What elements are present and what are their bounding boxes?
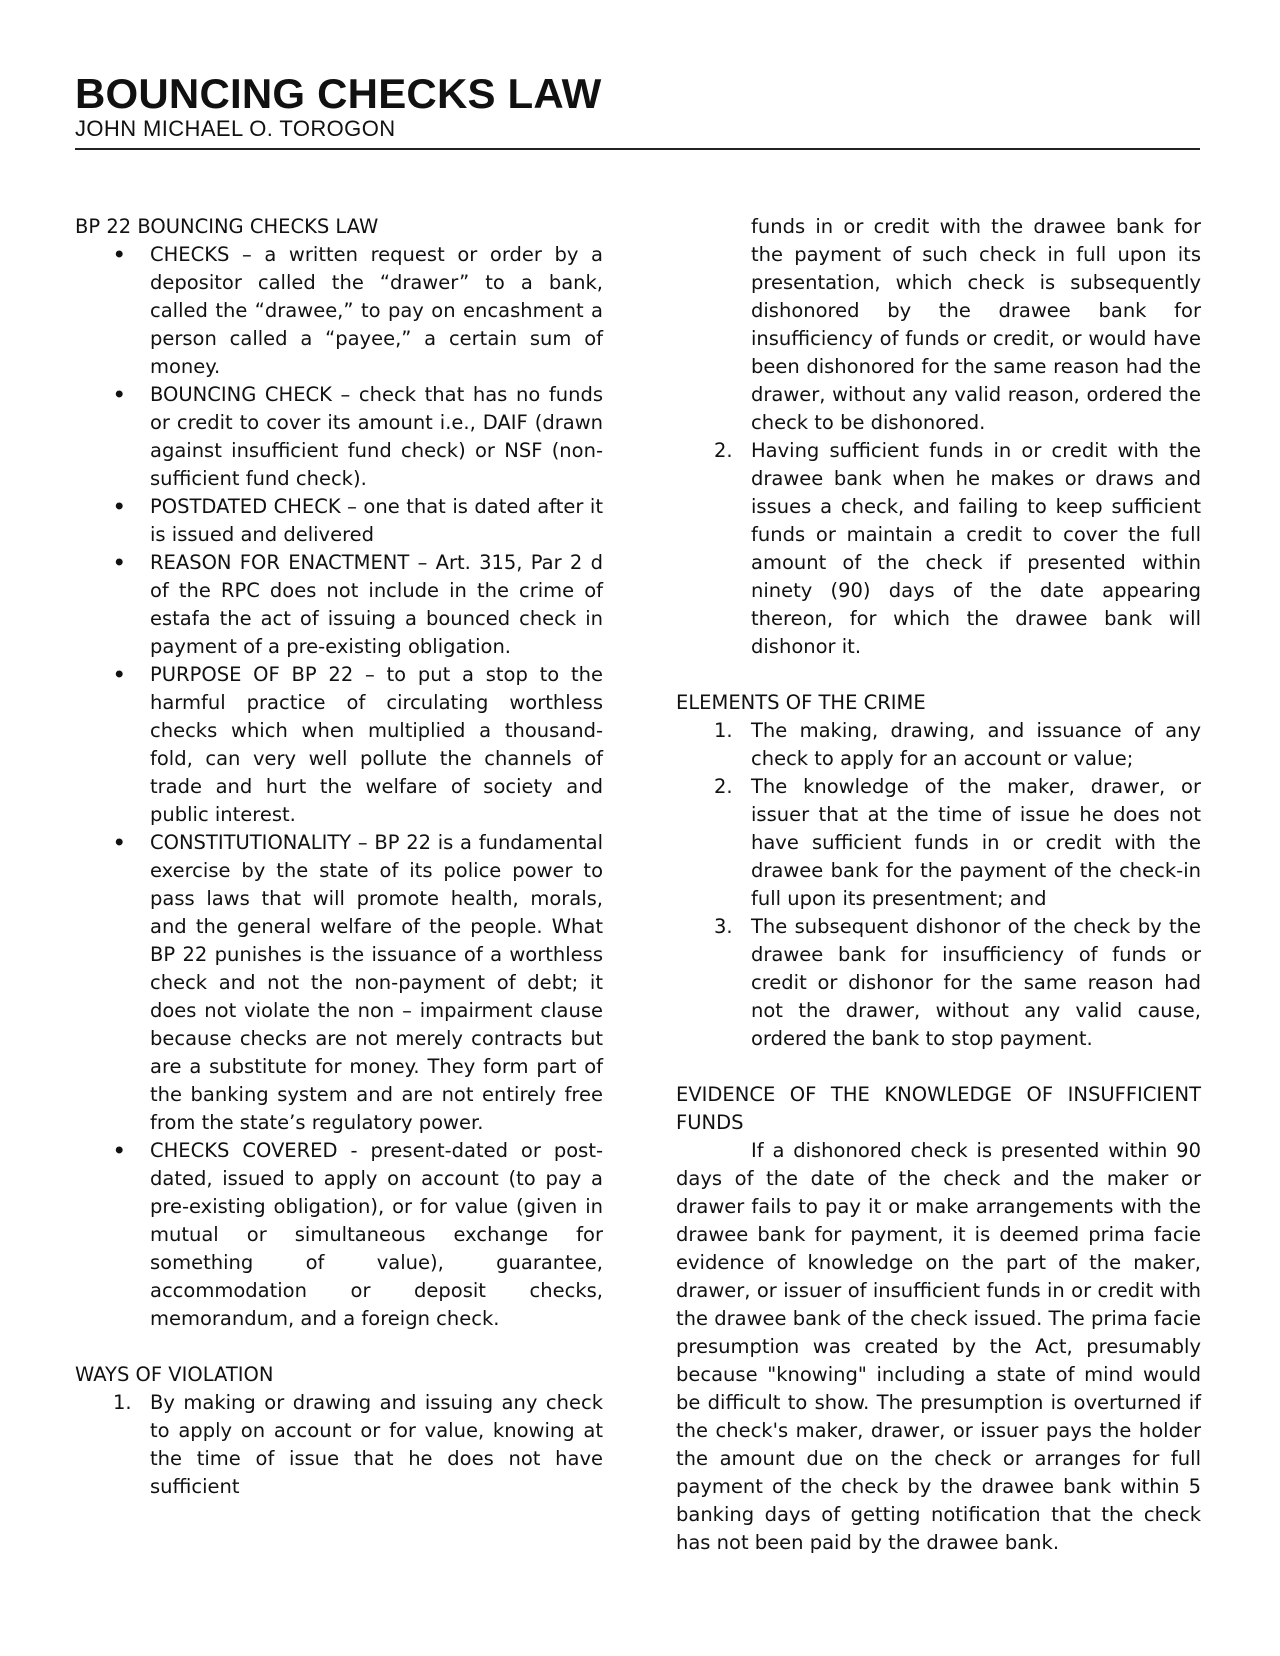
spacer (75, 1333, 603, 1361)
list-item-text: Having sufficient funds in or credit with the drawee bank when he makes or draws and issues a check, and failing to keep sufficient funds or maintain a credit to cover the full amount of the check if presented within ninety (90) days of the date appearing thereon, for which the drawee bank will dishonor it. (751, 439, 1201, 658)
document-header (75, 72, 1200, 150)
list-item-text: The knowledge of the maker, drawer, or issuer that at the time of issue he does not have sufficient funds in or credit with the drawee bank for the payment of the check-in full upon its presentment; and (751, 775, 1201, 910)
list-number: 3. (714, 915, 733, 938)
list-item (714, 913, 1201, 1053)
list-item-text: The subsequent dishonor of the check by the drawee bank for insufficiency of funds or credit or dishonor for the same reason had not the drawer, without any valid cause, ordered the bank to stop payment. (751, 915, 1201, 1050)
list-number: 1. (714, 719, 733, 742)
violation-list (75, 1389, 603, 1501)
evidence-paragraph: If a dishonored check is presented within 90 days of the date of the check and the maker or drawer fails to pay it or make arrangements with the drawee bank for payment, it is deemed prima facie evidence of knowledge on the part of the maker, drawer, or issuer of insufficient funds in or credit with the drawee bank of the check issued. The prima facie presumption was created by the Act, presumably because "knowing" including a state of mind would be difficult to show. The presumption is overturned if the check's maker, drawer, or issuer pays the holder the amount due on the check or arranges for full payment of the check by the drawee bank within 5 banking days of getting notification that the check has not been paid by the drawee bank. (676, 1139, 1201, 1554)
list-item (714, 717, 1201, 773)
list-item: • REASON FOR ENACTMENT – Art. 315, Par 2 d of the RPC does not include in the crime of estafa the act of issuing a bounced check in payment of a pre-existing obligation. (150, 549, 603, 661)
violation-1-continued: funds in or credit with the drawee bank for the payment of such check in full upon its presentation, which check is subsequently dishonored by the drawee bank for insufficiency of funds or credit, or would have been dishonored for the same reason had the drawer, without any valid reason, ordered the check to be dishonored. (751, 215, 1201, 434)
elements-list (676, 717, 1201, 1053)
spacer (676, 661, 1201, 689)
list-item-text: The making, drawing, and issuance of any check to apply for an account or value; (751, 719, 1201, 770)
document-author: JOHN MICHAEL O. TOROGON (75, 116, 396, 142)
list-item: • CHECKS – a written request or order by a depositor called the “drawer” to a bank, called the “drawee,” to pay on encashment a person called a “payee,” a certain sum of money. (150, 241, 603, 381)
list-item: • CHECKS COVERED - present-dated or post-dated, issued to apply on account (to pay a pre-existing obligation), or for value (given in mutual or simultaneous exchange for something of value), guarantee, accommodation or deposit checks, memorandum, and a foreign check. (150, 1137, 603, 1333)
list-item: • PURPOSE OF BP 22 – to put a stop to the harmful practice of circulating worthless checks which when multiplied a thousand-fold, can very well pollute the channels of trade and hurt the welfare of society and public interest. (150, 661, 603, 829)
list-item (113, 1389, 603, 1501)
right-column (676, 213, 1201, 1557)
list-number: 1. (113, 1391, 132, 1414)
list-item (714, 773, 1201, 913)
section-heading-violation: WAYS OF VIOLATION (75, 1363, 274, 1386)
section-heading-elements: ELEMENTS OF THE CRIME (676, 691, 926, 714)
definitions-list (75, 241, 603, 1333)
section-heading-bp22: BP 22 BOUNCING CHECKS LAW (75, 215, 379, 238)
list-item: • BOUNCING CHECK – check that has no funds or credit to cover its amount i.e., DAIF (drawn against insufficient fund check) or NSF (non-sufficient fund check). (150, 381, 603, 493)
header-divider (75, 148, 1200, 150)
list-item-text: By making or drawing and issuing any check to apply on account or for value, knowing at the time of issue that he does not have sufficient (150, 1391, 603, 1498)
violation-list-continued (676, 437, 1201, 661)
spacer (676, 1053, 1201, 1081)
list-number: 2. (714, 439, 733, 462)
left-column (75, 213, 603, 1501)
list-number: 2. (714, 775, 733, 798)
list-item: • CONSTITUTIONALITY – BP 22 is a fundamental exercise by the state of its police power to pass laws that will promote health, morals, and the general welfare of the people. What BP 22 punishes is the issuance of a worthless check and not the non-payment of debt; it does not violate the non – impairment clause because checks are not merely contracts but are a substitute for money. They form part of the banking system and are not entirely free from the state’s regulatory power. (150, 829, 603, 1137)
document-title: BOUNCING CHECKS LAW (75, 70, 602, 117)
section-heading-evidence: EVIDENCE OF THE KNOWLEDGE OF INSUFFICIENT FUNDS (676, 1083, 1201, 1134)
list-item (714, 437, 1201, 661)
list-item: • POSTDATED CHECK – one that is dated after it is issued and delivered (150, 493, 603, 549)
